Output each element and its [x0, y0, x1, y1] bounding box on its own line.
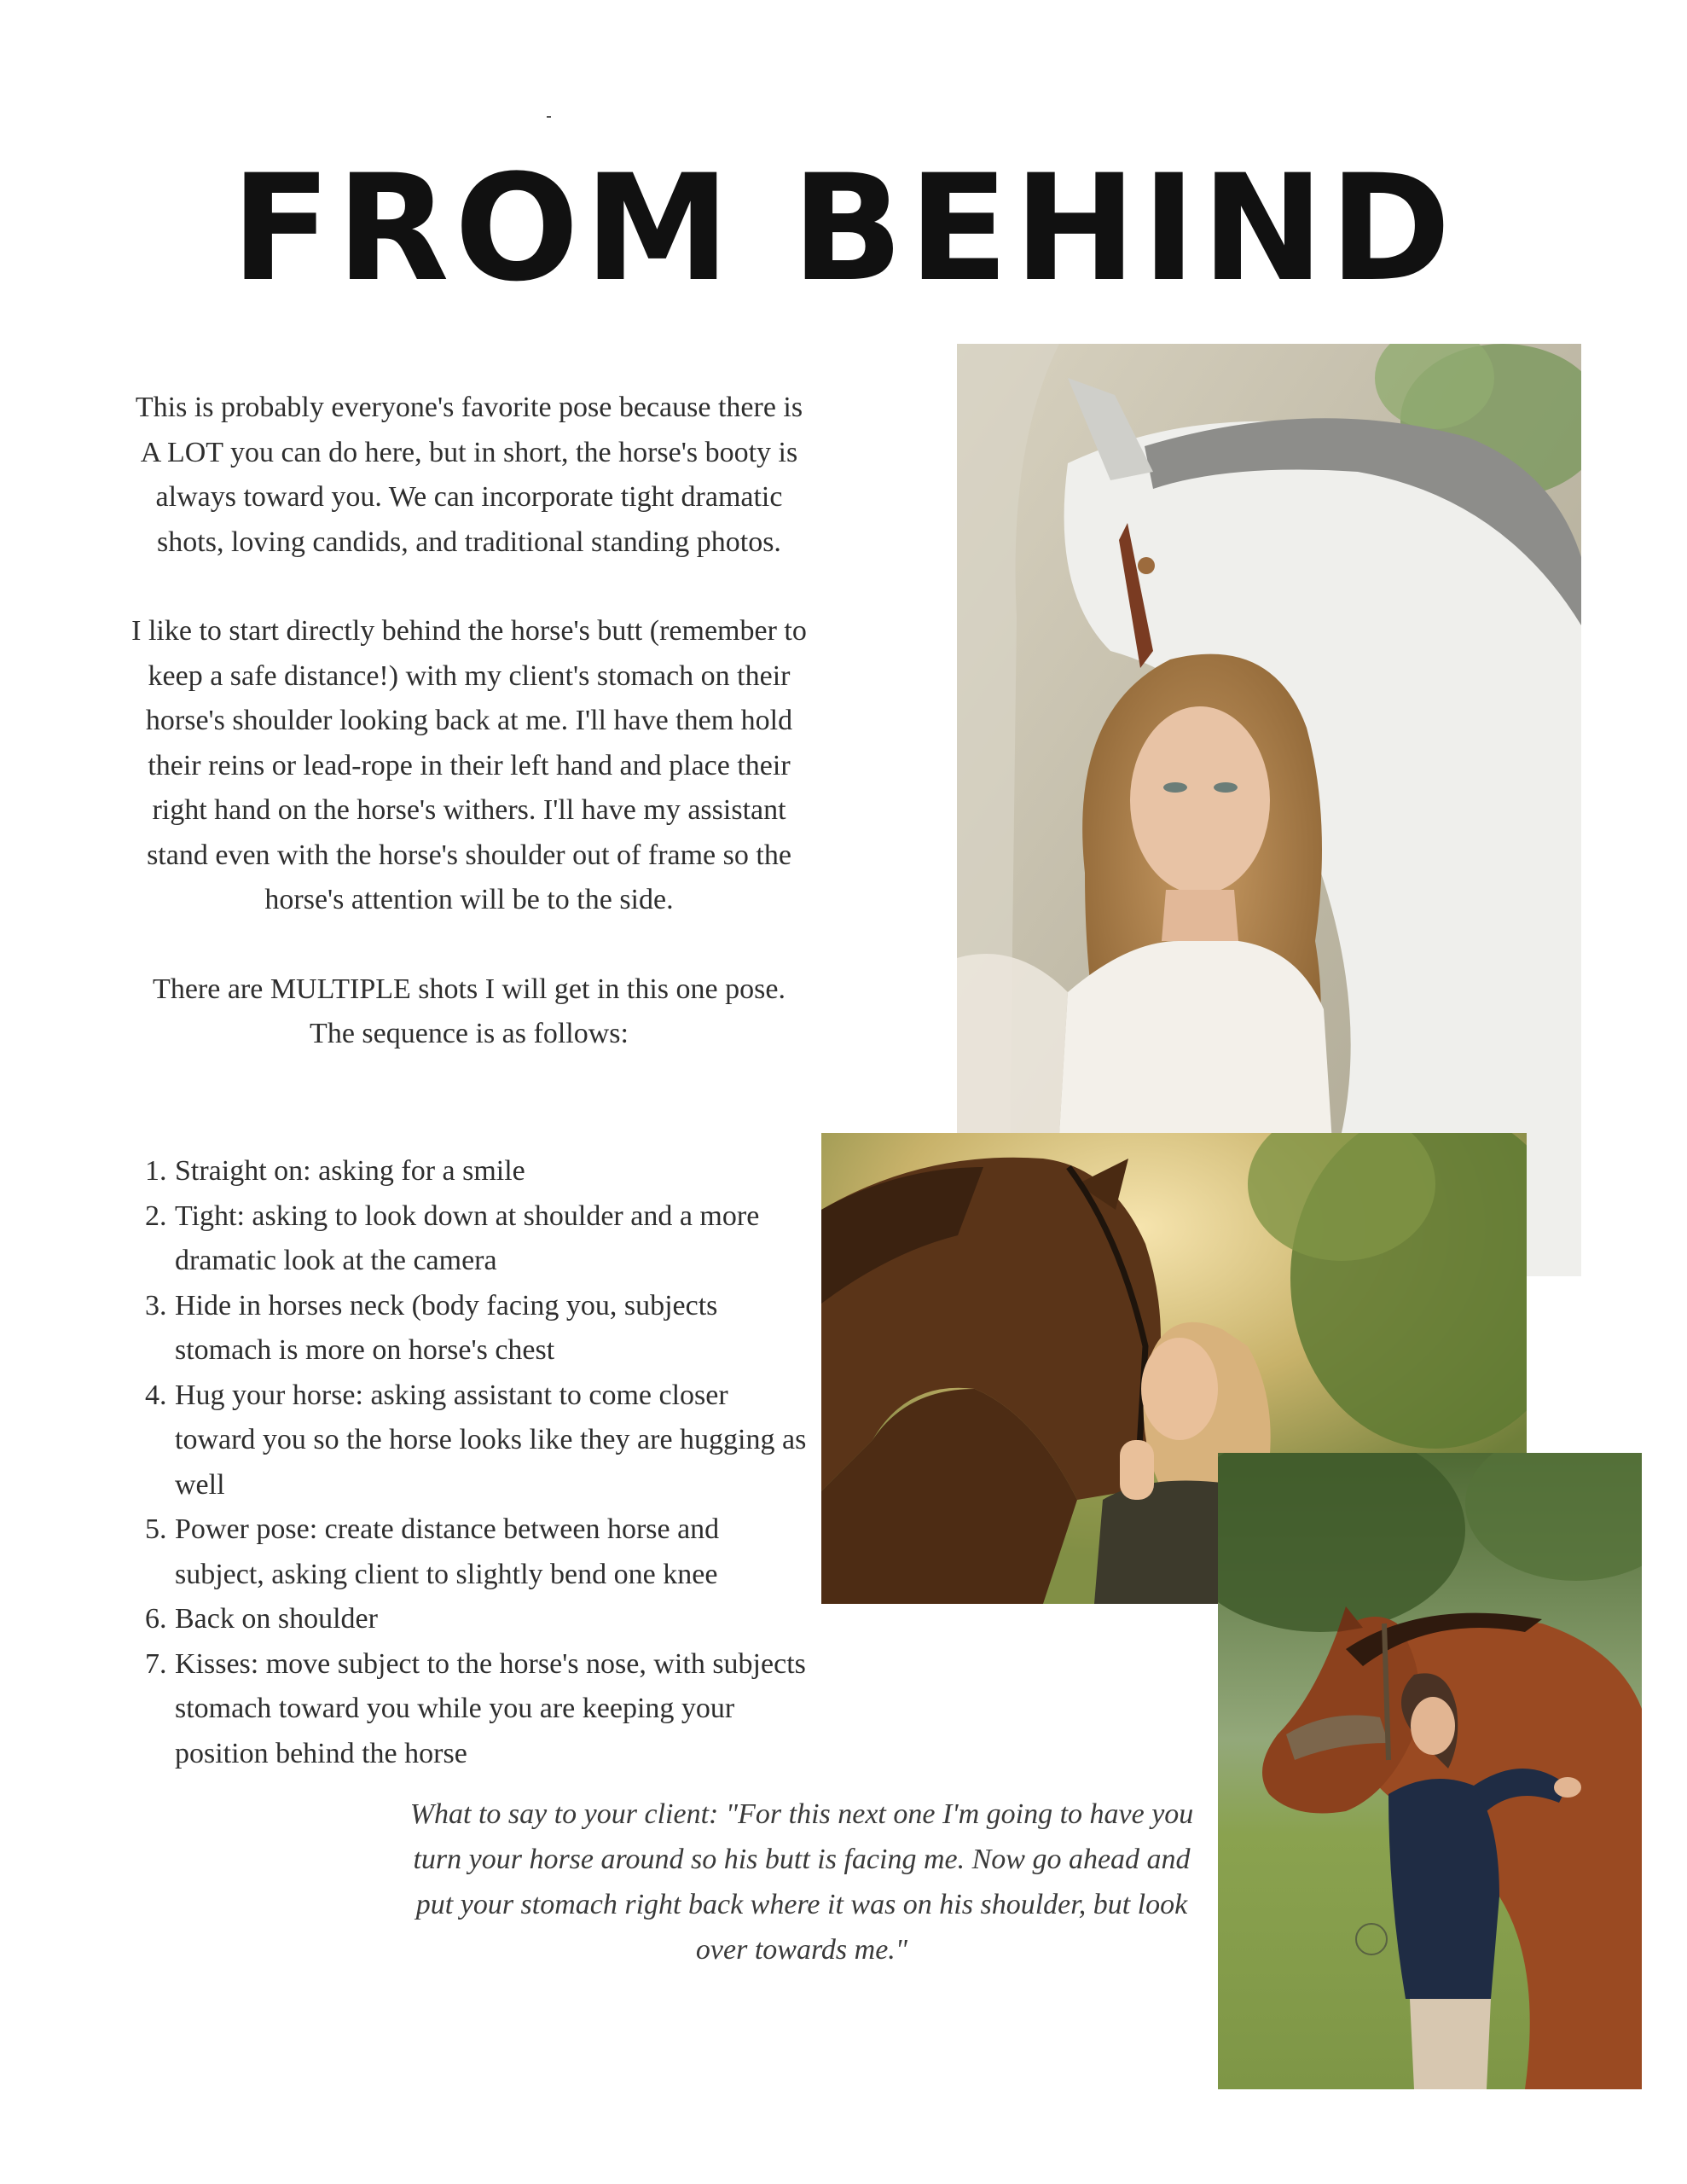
list-number: 5.	[145, 1513, 167, 1545]
pose-sequence-list	[145, 1149, 810, 1776]
list-number: 7.	[145, 1647, 167, 1680]
chestnut-horse-hug-photo	[1218, 1453, 1642, 2089]
list-number: 2.	[145, 1199, 167, 1232]
intro-paragraph: This is probably everyone's favorite pose because there is A LOT you can do here, but in short, the horse's booty is always toward you. We can incorporate tight dramatic shots, loving candids, and traditional standing photos.	[135, 392, 803, 558]
list-item	[145, 1642, 810, 1777]
list-number: 6.	[145, 1603, 167, 1635]
client-quote: What to say to your client: "For this next one I'm going to have you turn your horse around so his butt is facing me. Now go ahead and put your stomach right back where it was on his shoulder, but look over towards me."	[409, 1798, 1194, 1966]
list-item	[145, 1194, 810, 1284]
list-item	[145, 1374, 810, 1508]
stray-mark	[547, 116, 551, 118]
intro-paragraph: I like to start directly behind the horse's butt (remember to keep a safe distance!) with my client's stomach on their horse's shoulder looking back at me. I'll have them hold their reins or lead-rope in their left hand and place their right hand on the horse's withers. I'll have my assistant stand even with the horse's shoulder out of frame so the horse's attention will be to the side.	[131, 615, 807, 915]
list-item-text: Hide in horses neck (body facing you, subjects stomach is more on horse's chest	[175, 1289, 718, 1366]
list-item-text: Straight on: asking for a smile	[175, 1155, 525, 1187]
list-item-text: Kisses: move subject to the horse's nose, with subjects stomach toward you while you are keeping your position behind the horse	[175, 1647, 806, 1769]
list-item	[145, 1507, 810, 1597]
list-item-text: Back on shoulder	[175, 1603, 378, 1635]
list-item	[145, 1284, 810, 1374]
list-number: 3.	[145, 1289, 167, 1321]
list-item	[145, 1597, 810, 1642]
page-title: FROM BEHIND	[230, 142, 1457, 314]
list-item-text: Tight: asking to look down at shoulder and a more dramatic look at the camera	[175, 1199, 760, 1276]
intro-text	[128, 386, 810, 1101]
list-item-text: Power pose: create distance between horse and subject, asking client to slightly bend one knee	[175, 1513, 720, 1590]
list-item-text: Hug your horse: asking assistant to come closer toward you so the horse looks like they are hugging as well	[175, 1379, 807, 1501]
list-item	[145, 1149, 810, 1194]
list-number: 1.	[145, 1155, 167, 1187]
intro-paragraph: There are MULTIPLE shots I will get in this one pose. The sequence is as follows:	[153, 973, 786, 1049]
list-number: 4.	[145, 1379, 167, 1411]
